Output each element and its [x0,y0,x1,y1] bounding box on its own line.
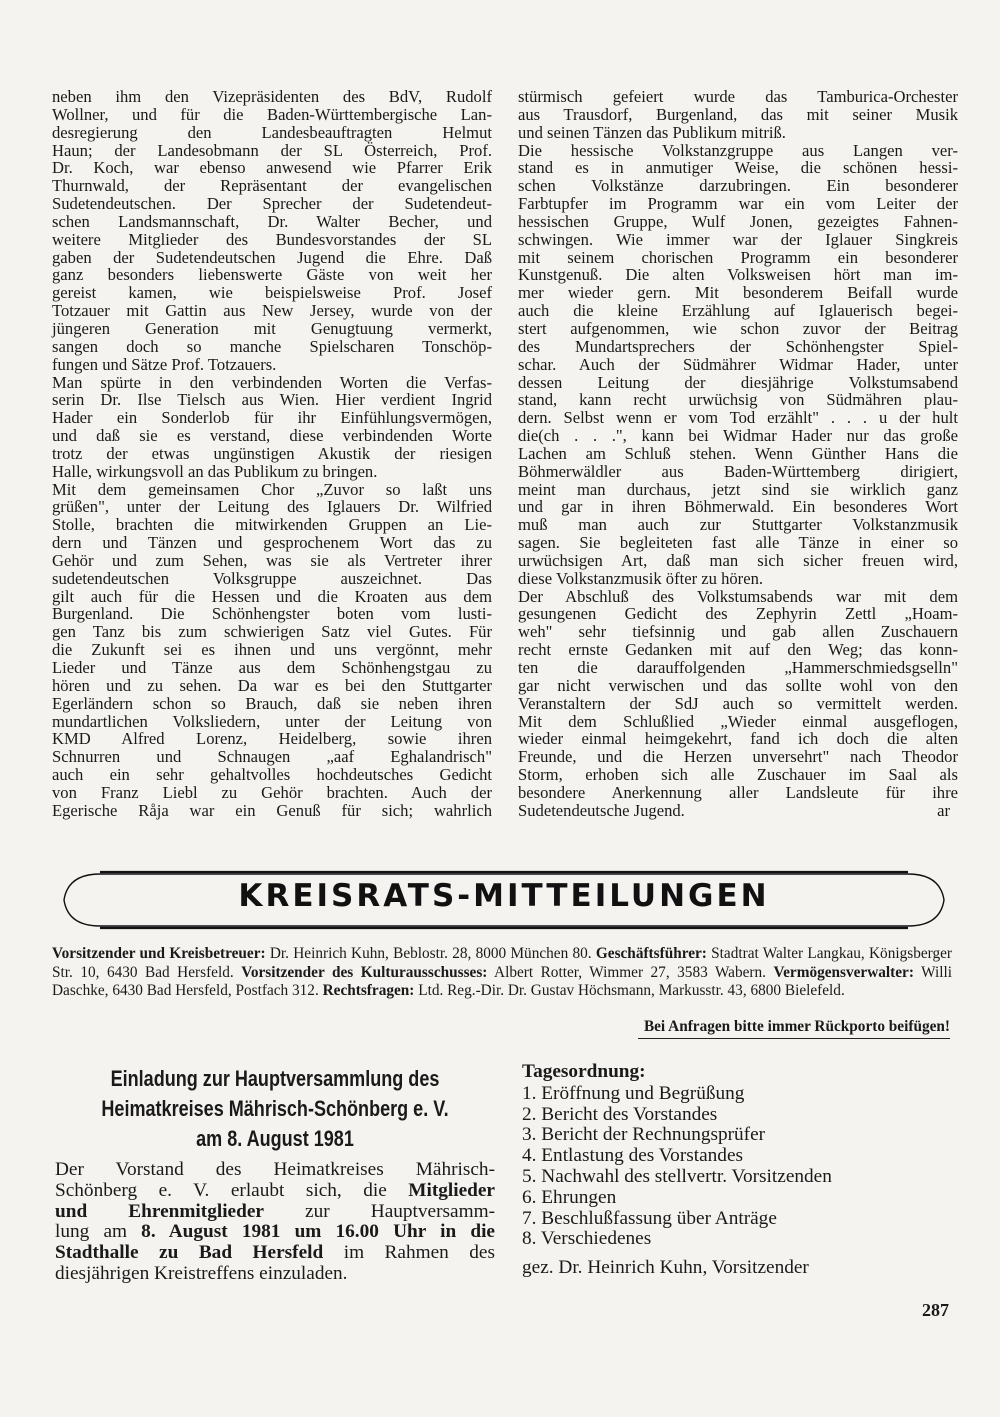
text-line: Wollner, und für die Baden-Württembergische Lan- [52,104,492,124]
text-line: Schnurren und Schnaugen „aaf Eghalandrisch" [52,747,492,767]
text-line: mer wieder gern. Mit besonderem Beifall wurde [518,283,958,303]
text-line: recht ernste Gedanken mit auf den Weg; das konn- [518,640,958,660]
text-line: meint man durchaus, jetzt sind sie wirklich ganz [518,479,958,499]
text-line: aus Trausdorf, Burgenland, das mit seiner Musik [518,104,958,124]
page-number: 287 [922,1300,949,1320]
invitation-line [55,1243,495,1264]
text-line: Sudetendeutschen. Der Sprecher der Sudetendeut- [52,194,492,214]
invitation-line: diesjährigen Kreistreffens einzuladen. [55,1262,348,1284]
text-line: grüßen", unter der Leitung des Iglauers Dr. Wilfried [52,497,492,517]
text-line: diese Volkstanzmusik öfter zu hören. [518,568,764,588]
text-line: schar. Auch der Südmährer Widmar Hader, unter [518,354,958,374]
text-line: Freunde, und die Herzen unversehrt" nach Theodor [518,747,958,767]
text-line: von Franz Liebl zu Gehör brachten. Auch der [52,782,492,802]
text-line: KMD Alfred Lorenz, Heidelberg, sowie ihren [52,729,492,749]
text-line: Lachen am Schluß stehen. Wenn Günther Hans die [518,443,958,463]
agenda-item: 2. Bericht des Vorstandes [522,1103,718,1125]
text-line: weh" sehr tiefsinnig und gab allen Zuschauern [518,622,958,642]
text-line: dern. Selbst wenn er vom Tod erzählt" . . . u der hult [518,408,958,428]
text-line: Böhmerwäldler aus Baden-Württemberg dirigiert, [518,461,958,481]
text-line: Burgenland. Die Schönhengster boten vom lusti- [52,604,492,624]
article-left-column [52,88,492,820]
text-line: Halle, wirkungsvoll an das Publikum zu bringen. [52,461,378,481]
agenda-item: 7. Beschlußfassung über Anträge [522,1207,777,1229]
text-line: gilt auch für die Hessen und die Kroaten aus dem [52,586,492,606]
text-line: Stolle, brachten die mitwirkenden Gruppen an Lie- [52,515,492,535]
culture-text: Albert Rotter, Wimmer 27, 3583 Wabern. [494,963,766,981]
text-line: fungen und Sätze Prof. Totzauers. [52,354,277,374]
text-line: schwingen. Wie immer war der Iglauer Singkreis [518,229,958,249]
invitation-line [55,1181,495,1202]
text-line: mit seinem chorischen Programm ein besonderer [518,247,958,267]
text-line: urwüchsigen Art, daß man sich sicher freuen wird, [518,550,958,570]
text-line: Mit dem gemeinsamen Chor „Zuvor so laßt uns [52,479,492,499]
text-line: hören und zu sehen. Da war es bei den Stuttgarter [52,675,492,695]
text-line: Die hessische Volkstanzgruppe aus Langen ver- [518,140,958,160]
text-line: Storm, erhoben sich alle Zuschauer im Saal als [518,765,958,785]
text-line: Veranstaltern der SdJ auch so vermittelt werden. [518,693,958,713]
invitation-line [55,1202,495,1223]
invitation-body [55,1160,495,1285]
culture-label: Vorsitzender des Kulturausschusses: [241,963,488,981]
text-line: die Zukunft sei es ihnen und uns vergönnt, mehr [52,640,492,660]
invitation-text: im Rahmen des [323,1242,495,1264]
text-line: auch die kleine Erzählung auf Iglauerisch begei- [518,301,958,321]
agenda-item: 5. Nachwahl des stellvertr. Vorsitzenden [522,1165,832,1187]
text-line: stürmisch gefeiert wurde das Tamburica-Orchester [518,87,958,106]
agenda-item: 3. Bericht der Rechnungsprüfer [522,1124,766,1146]
board-contacts [52,945,952,1001]
agenda-item: 8. Verschiedenes [522,1228,652,1250]
invitation-bold: und Ehrenmitglieder [55,1200,264,1222]
invitation-title-line: am 8. August 1981 [196,1126,354,1151]
text-line: ganz besonders liebenswerte Gäste von weit her [52,265,492,285]
chair-text: Dr. Heinrich Kuhn, Beblostr. 28, 8000 München 80. [269,945,592,962]
text-line: Kunstgenuß. Die alten Volksweisen hört man im- [518,265,958,285]
legal-label: Rechtsfragen: [322,982,415,999]
agenda-heading: Tagesordnung: [522,1061,646,1082]
legal-text: Ltd. Reg.-Dir. Dr. Gustav Höchsmann, Markusstr. 43, 6800 Bielefeld. [418,982,845,999]
invitation-text: lung am [55,1221,142,1243]
text-line: sangen doch so manche Spielscharen Tonschöp- [52,336,492,356]
text-line: dern und Tänzen und gesprochenem Wort das zu [52,533,492,553]
article-right-column [518,88,958,820]
manager-text: Stadtrat Walter Langkau, Königsberger Str. 10, 6430 Bad Hersfeld. [52,945,952,981]
text-line: gen Tanz bis zum schwierigen Satz viel Gutes. Für [52,622,492,642]
invitation-bold: Stadthalle zu Bad Hersfeld [55,1242,324,1264]
text-line: Haun; der Landesobmann der SL Österreich, Prof. [52,140,492,160]
text-line: Der Abschluß des Volkstumsabends war mit dem [518,586,958,606]
text-line: Farbtupfer im Programm war ein vom Leiter der [518,194,958,214]
text-line: neben ihm den Vizepräsidenten des BdV, Rudolf [52,87,492,106]
text-line: des Mundartsprechers der Schönhengster Spiel- [518,336,958,356]
text-line: sudetendeutschen Volksgruppe auszeichnet. Das [52,568,492,588]
text-line: stert aufgenommen, wie schon zuvor der Beitrag [518,318,958,338]
text-line: gereist kamen, wie beispielsweise Prof. Josef [52,283,492,303]
text-line: dessen Leitung der diesjährige Volkstumsabend [518,372,958,392]
invitation-title-line: Einladung zur Hauptversammlung des [110,1066,440,1091]
text-line: Hader ein Sonderlob für ihr Einfühlungsvermögen, [52,408,492,428]
agenda-item: 6. Ehrungen [522,1186,617,1208]
section-banner [60,868,948,932]
text-line: Dr. Koch, war ebenso anwesend wie Pfarrer Erik [52,158,492,178]
chair-label: Vorsitzender und Kreisbetreuer: [52,945,266,962]
text-line: muß man auch zur Stuttgarter Volkstanzmusik [518,515,958,535]
article-final-line: Sudetendeutsche Jugend. [518,800,685,820]
section-title: KREISRATS-MITTEILUNGEN [238,878,770,914]
invitation-text: Schönberg e. V. erlaubt sich, die [55,1179,409,1201]
assets-label: Vermögensverwalter: [773,963,914,981]
text-line: und seinen Tänzen das Publikum mitriß. [518,122,786,142]
text-line: desregierung den Landesbeauftragten Helmut [52,122,492,142]
invitation-text: zur Hauptversamm- [263,1200,496,1222]
text-line: weitere Mitglieder des Bundesvorstandes der SL [52,229,492,249]
agenda-list [522,1084,942,1250]
invitation [55,1064,495,1285]
invitation-line [55,1222,495,1243]
text-line: und daß sie es verstand, diese verbindenden Worte [52,426,492,446]
text-line: Totzauer mit Gattin aus New Jersey, wurde von der [52,301,492,321]
text-line: die(ch . . .", kann bei Widmar Hader nur das große [518,426,958,446]
invitation-bold: Mitglieder [408,1179,495,1201]
text-line: ten die darauffolgenden „Hammerschmiedsgselln" [518,658,958,677]
manager-label: Geschäftsführer: [595,945,707,962]
agenda-item: 1. Eröffnung und Begrüßung [522,1082,745,1104]
agenda-item: 4. Entlastung des Vorstandes [522,1145,744,1167]
text-line: Thurnwald, der Repräsentant der evangelischen [52,176,492,196]
text-line: gar nicht verwischen und das sollte wohl von den [518,675,958,695]
article-author: ar [937,800,950,820]
text-line: serin Dr. Ilse Tielsch aus Wien. Hier verdient Ingrid [52,390,492,410]
text-line: gaben der Sudetendeutschen Jugend die Ehre. Daß [52,247,492,267]
text-line: trotz der etwas ungünstigen Akustik der riesigen [52,443,492,463]
agenda [522,1062,942,1279]
assets-text: Willi Daschke, 6430 Bad Hersfeld, Postfach 312. [52,963,952,999]
text-line: jüngeren Generation mit Genugtuung vermerkt, [52,318,492,338]
text-line: gesungenen Gedicht des Zephyrin Zettl „Hoam- [518,604,958,624]
text-line: Gehör und zum Sehen, was sie als Vertreter ihrer [52,550,492,570]
text-line: und gar in ihren Böhmerwald. Ein besonderes Wort [518,497,958,517]
text-line: schen Landsmannschaft, Dr. Walter Becher, und [52,211,492,231]
invitation-title [95,1064,456,1154]
invitation-line: Der Vorstand des Heimatkreises Mährisch- [55,1159,495,1180]
invitation-bold: 8. August 1981 um 16.00 Uhr in die [141,1221,495,1243]
text-line: Egerländern schon so Brauch, daß sie neben ihren [52,693,492,713]
text-line: Lieder und Tänze aus dem Schönhengstgau zu [52,658,492,677]
text-line: sagen. Sie begleiteten fast alle Tänze in einer so [518,533,958,553]
text-line: mundartlichen Volksliedern, unter der Leitung von [52,711,492,731]
postage-note: Bei Anfragen bitte immer Rückporto beifügen! [638,1018,950,1039]
text-line: wieder einmal heimgekehrt, fand ich doch die alten [518,729,958,749]
text-line: schen Volkstänze darzubringen. Ein besonderer [518,176,958,196]
invitation-title-line: Heimatkreises Mährisch-Schönberg e. V. [101,1096,449,1121]
text-line: Egerische Råja war ein Genuß für sich; wahrlich [52,800,492,820]
text-line: hessischen Gruppe, Wulf Jonen, gezeigtes Fahnen- [518,211,958,231]
text-line: stand es in anmutiger Weise, die schönen hessi- [518,158,958,178]
text-line: stand, kann recht urwüchsig von Südmähren plau- [518,390,958,410]
article-signoff [518,802,958,820]
agenda-signature: gez. Dr. Heinrich Kuhn, Vorsitzender [522,1257,809,1279]
text-line: Mit dem Schlußlied „Wieder einmal ausgeflogen, [518,711,958,731]
text-line: besondere Anerkennung aller Landsleute für ihre [518,782,958,802]
text-line: Man spürte in den verbindenden Worten die Verfas- [52,372,492,392]
text-line: auch ein sehr gehaltvolles hochdeutsches Gedicht [52,765,492,785]
